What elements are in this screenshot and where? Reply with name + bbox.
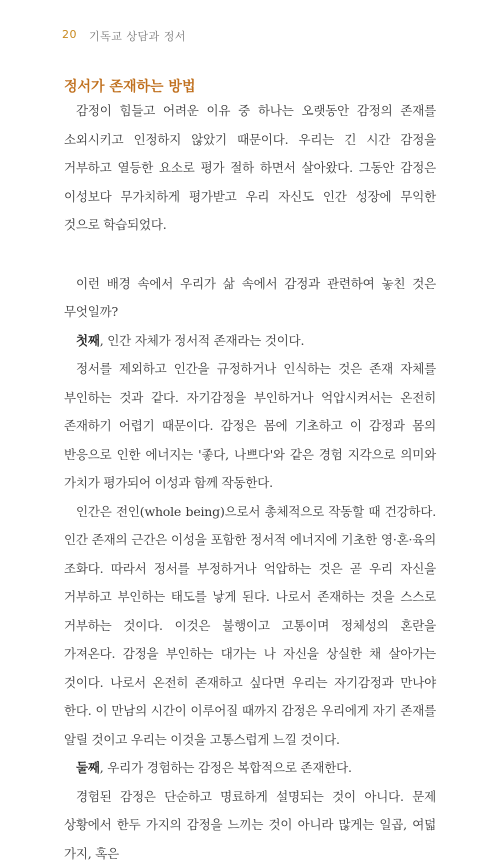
page-number: 20 [62, 28, 77, 44]
paragraph-7: 경험된 감정은 단순하고 명료하게 설명되는 것이 아니다. 문제 상황에서 한두 가지의 감정을 느끼는 것이 아니라 많게는 일곱, 여덟 가지, 혹은 [64, 783, 436, 868]
paragraph-3 [64, 327, 436, 356]
running-head [62, 28, 186, 44]
point-two-text: , 우리가 경험하는 감정은 복합적으로 존재한다. [100, 760, 352, 775]
paragraph-4: 정서를 제외하고 인간을 규정하거나 인식하는 것은 존재 자체를 부인하는 것과 같다. 자기감정을 부인하거나 억압시켜서는 온전히 존재하기 어렵기 때문이다. 감정은 몸에 기초하고 이 감정과 몸의 반응으로 인한 에너지는 '좋다, 나쁘다'와 같은 경험 지각으로 의미와 가치가 평가되어 이성과 함께 작동한다. [64, 355, 436, 498]
body-text [64, 97, 436, 868]
paragraph-2: 이런 배경 속에서 우리가 삶 속에서 감정과 관련하여 놓친 것은 무엇일까? [64, 270, 436, 327]
point-one-text: , 인간 자체가 정서적 존재라는 것이다. [100, 333, 305, 348]
paragraph-5: 인간은 전인(whole being)으로서 총체적으로 작동할 때 건강하다. 인간 존재의 근간은 이성을 포함한 정서적 에너지에 기초한 영·혼·육의 조화다. 따라서 정서를 부정하거나 억압하는 것은 곧 우리 자신을 거부하고 부인하는 태도를 낳게 된다. 나로서 존재하는 것을 스스로 거부하는 것이다. 이것은 불행이고 고통이며 정체성의 혼란을 가져온다. 감정을 부인하는 대가는 나 자신을 상실한 채 살아가는 것이다. 나로서 온전히 존재하고 싶다면 우리는 자기감정과 만나야 한다. 이 만남의 시간이 이루어질 때까지 감정은 우리에게 자기 존재를 알릴 것이고 우리는 이것을 고통스럽게 느낄 것이다. [64, 498, 436, 755]
section-title: 정서가 존재하는 방법 [64, 76, 195, 96]
paragraph-1: 감정이 힘들고 어려운 이유 중 하나는 오랫동안 감정의 존재를 소외시키고 인정하지 않았기 때문이다. 우리는 긴 시간 감정을 거부하고 열등한 요소로 평가 절하 하면서 살아왔다. 그동안 감정은 이성보다 무가치하게 평가받고 우리 자신도 인간 성장에 무익한 것으로 학습되었다. [64, 97, 436, 240]
point-one-label: 첫째 [76, 333, 100, 348]
paragraph-gap [64, 240, 436, 270]
book-title: 기독교 상담과 정서 [89, 28, 186, 44]
point-two-label: 둘째 [76, 760, 100, 775]
paragraph-6 [64, 754, 436, 783]
